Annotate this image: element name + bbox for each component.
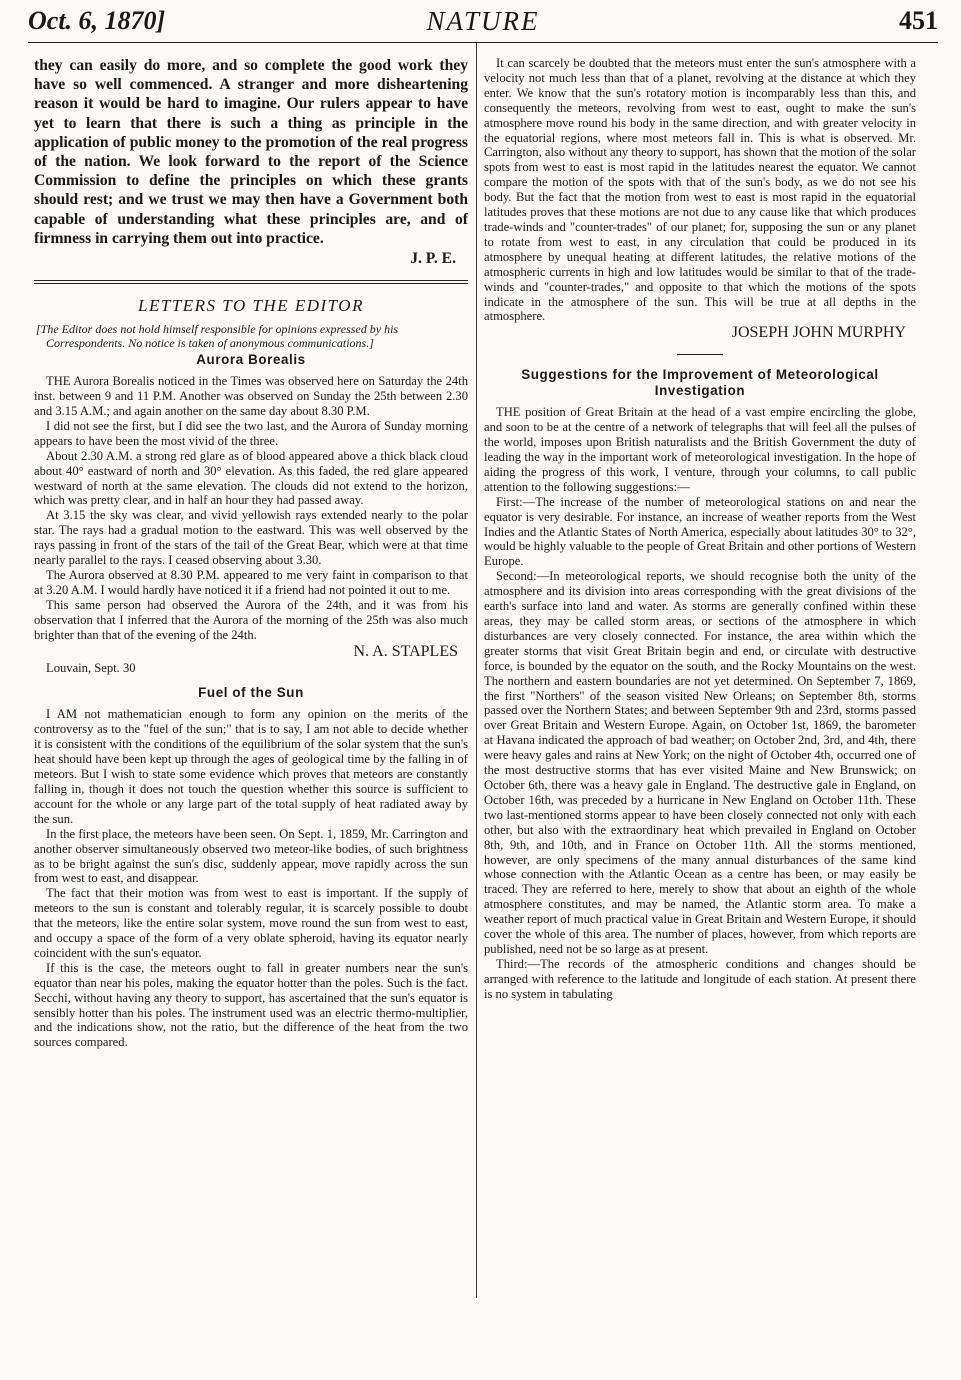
letter-divider (677, 354, 723, 355)
letter-signature-line (484, 324, 916, 342)
letter-paragraph: It can scarcely be doubted that the meteors must enter the sun's atmosphere with a velocity not much less than that of a planet, revolving at the distance at which they enter. We know that the sun's rotatory motion is incomparably less than this, and consequently the meteors, revolving from west to east, ought to make the sun's atmosphere move round his body in the same direction, and with greater velocity in the equatorial regions, where most meteors fall in. This is what is observed. Mr. Carrington, also without any theory to support, has shown that the motion of the solar spots from west to east is most rapid in the latitudes nearest the equator. We cannot compare the motion of the spots with that of the sun's body, as we do not see his body. But the fact that the motion from west to east is most rapid in the equatorial latitudes proves that these motions are not due to any cause like that which produces trade-winds and "counter-trades" of our planet; for, supposing the sun or any planet to rotate from west to east, in any circulation that could be produced in its atmosphere by unequal heating at different latitudes, the relative motions of the atmospheric currents in high and low latitudes would be similar to that of the trade-winds and "counter-trades," and opposite to that which the motions of the spots indicate in the atmosphere of the sun. This will be true at all depths in the atmosphere. (484, 56, 916, 324)
letter-paragraph: The fact that their motion was from west to east is important. If the supply of meteors to the sun is constant and tolerably regular, it is scarcely possible to doubt that the meteors, like the entire solar system, move round the sun from west to east, and occupy a space of the form of a very oblate spheroid, having its equator nearly coincident with the sun's equator. (34, 886, 468, 960)
letter-title: Fuel of the Sun (198, 685, 304, 701)
letter-paragraph: Second:—In meteorological reports, we should recognise both the unity of the atmosphere and its division into areas corresponding with the great divisions of the earth's surface into land and water. As storms are generally confined within these areas, they may be called storm areas, or sections of the atmosphere in which disturbances are very closely connected. For instance, the area within which the greater storms that visit Great Britain begin and end, or circulate with destructive force, is bounded by the equator on the south, and the Rocky Mountains on the west. The northern and eastern boundaries are not yet determined. On September 7, 1869, the first "Northers" of the season visited New Orleans; on September 8th, storms passed over the Northern States; and between September 9th and 23rd, storms passed over Great Britain and Western Europe. Again, on October 1st, 1869, the barometer at Havana indicated the approach of bad weather; on October 2nd, 3rd, and 4th, there were heavy gales and rains at New York; on the night of October 4th, occurred one of the most destructive storms that has ever visited Maine and New Brunswick; on October 6th, there was a heavy gale in England. The destructive gale in England, on October 16th, was preceded by a hurricane in New England on October 11th. These two last-mentioned storms appear to have been closely connected not only with each other, but also with the extraordinary heat which prevailed in England on October 8th, 9th, and 10th, and in France on October 11th. All the storms mentioned, however, are only specimens of the many annual disturbances of the same kind whose connection with the Atlantic Ocean as a centre has been, or may easily be traced. They are referred to here, merely to show that about an eighth of the whole atmosphere constitutes, and may be named, the Atlantic storm area. To make a weather report of much practical value in Great Britain and Western Europe, it should cover the whole of this area. The number of places, however, from which reports are published, need not be so large as at present. (484, 569, 916, 956)
letter-paragraph: I AM not mathematician enough to form any opinion on the merits of the controversy as to the "fuel of the sun;" that is to say, I am not able to decide whether it is consistent with the conditions of the equilibrium of the solar system that the sun's heat should have been kept up through the ages of geological time by the falling in of meteors. But I wish to state some evidence which proves that meteors are constantly falling in, though it does not touch the question whether this source is sufficient to account for the whole or any large part of the total supply of heat radiated away by the sun. (34, 707, 468, 826)
letter-fuel-continued (484, 56, 916, 342)
issue-date: Oct. 6, 1870] (28, 6, 166, 35)
editor-notice: [The Editor does not hold himself responsible for opinions expressed by his Correspondents. No notice is taken of anonymous communications.] (36, 322, 399, 351)
letter-meteorological-suggestions (484, 367, 916, 1001)
letter-title: Aurora Borealis (196, 352, 306, 368)
letter-paragraph: This same person had observed the Aurora of the 24th, and it was from his observation that I inferred that the Aurora of the morning of the 25th was also much brighter than that of the evening of the 24th. (34, 597, 468, 642)
letter-title: Suggestions for the Improvement of Meteorological Investigation (521, 367, 879, 399)
letter-aurora-borealis (34, 352, 468, 675)
letter-fuel-of-the-sun (34, 685, 468, 1050)
letter-paragraph: Third:—The records of the atmospheric conditions and changes should be arranged with reference to the latitude and longitude of each station. At present there is no system in tabulating (484, 956, 916, 1001)
letter-paragraph: At 3.15 the sky was clear, and vivid yellowish rays extended nearly to the polar star. The rays had a gradual motion to the eastward. This was well observed by the rays passing in front of the stars of the tail of the Great Bear, which were at that time nearly parallel to the rays. I ceased observing about 3.30. (34, 508, 468, 568)
page-header (28, 0, 938, 42)
section-divider (34, 280, 468, 284)
letter-paragraph: THE Aurora Borealis noticed in the Times was observed here on Saturday the 24th inst. between 9 and 11 P.M. Another was observed on Sunday the 25th between 2.30 and 3.15 A.M.; and again another on the same day about 8.30 P.M. (34, 374, 468, 419)
letter-place-date: Louvain, Sept. 30 (46, 660, 136, 675)
letter-signature-line (34, 643, 468, 661)
letter-signature: JOSEPH JOHN MURPHY (731, 324, 906, 342)
letter-paragraph: In the first place, the meteors have been seen. On Sept. 1, 1859, Mr. Carrington and another observer simultaneously observed two meteor-like bodies, of such brightness as to be bright against the sun's disc, suddenly appear, move rapidly across the sun from west to east, and disappear. (34, 826, 468, 886)
letter-paragraph: The Aurora observed at 8.30 P.M. appeared to me very faint in comparison to that at 3.20 A.M. I would hardly have noticed it if a friend had not pointed it out to me. (34, 568, 468, 597)
letter-paragraph: First:—The increase of the number of meteorological stations on and near the equator is very desirable. For instance, an increase of weather reports from the West Indies and the Atlantic States of North America, especially about latitudes 30° to 32°, would be highly valuable to the people of Great Britain and other portions of Western Europe. (484, 494, 916, 569)
header-rule (28, 42, 938, 43)
letter-paragraph: About 2.30 A.M. a strong red glare as of blood appeared above a thick black cloud about 40° eastward of north and 30° elevation. As this faded, the red glare appeared westward of north at the same elevation. The clouds did not extend to the horizon, which was pretty clear, and in half an hour they had passed away. (34, 448, 468, 508)
lead-paragraph: they can easily do more, and so complete the good work they have so well commenced. A stranger and more disheartening reason it would be hard to imagine. Our rulers appear to have yet to learn that there is such a thing as principle in the application of public money to the promotion of the real progress of the nation. We look forward to the report of the Science Commission to define the principles on which these grants should rest; and we trust we may then have a Government both capable of understanding what these principles are, and of firmness in carrying them out into practice. (34, 57, 468, 247)
letter-paragraph: If this is the case, the meteors ought to fall in greater numbers near the sun's equator than near his poles, making the equator hotter than the poles. Such is the fact. Secchi, without having any theory to support, has ascertained that the sun's equator is sensibly hotter than his poles. The instrument used was an electric thermo-multiplier, and the indications show, not the ratio, but the difference of the heat from the two sources compared. (34, 960, 468, 1050)
letter-signature: N. A. STAPLES (353, 642, 458, 660)
right-column (484, 56, 916, 1002)
letters-section-title: LETTERS TO THE EDITOR (138, 296, 364, 316)
journal-title: NATURE (426, 6, 540, 36)
editorial-conclusion (34, 56, 468, 268)
letter-paragraph: I did not see the first, but I did see the two last, and the Aurora of Sunday morning appears to have been the most vivid of the three. (34, 418, 468, 448)
letter-paragraph: THE position of Great Britain at the head of a vast empire encircling the globe, and soon to be at the centre of a network of telegraphs that will feel all the pulses of the world, imposes upon British naturalists and the British Government the duty of leading the way in the important work of meteorological investigation. In the hope of aiding the progress of this work, I venture, through your columns, to call public attention to the following suggestions:— (484, 405, 916, 494)
page-number: 451 (899, 6, 938, 35)
left-column (34, 56, 468, 1050)
column-divider (476, 43, 477, 1298)
editorial-signature: J. P. E. (410, 250, 456, 268)
